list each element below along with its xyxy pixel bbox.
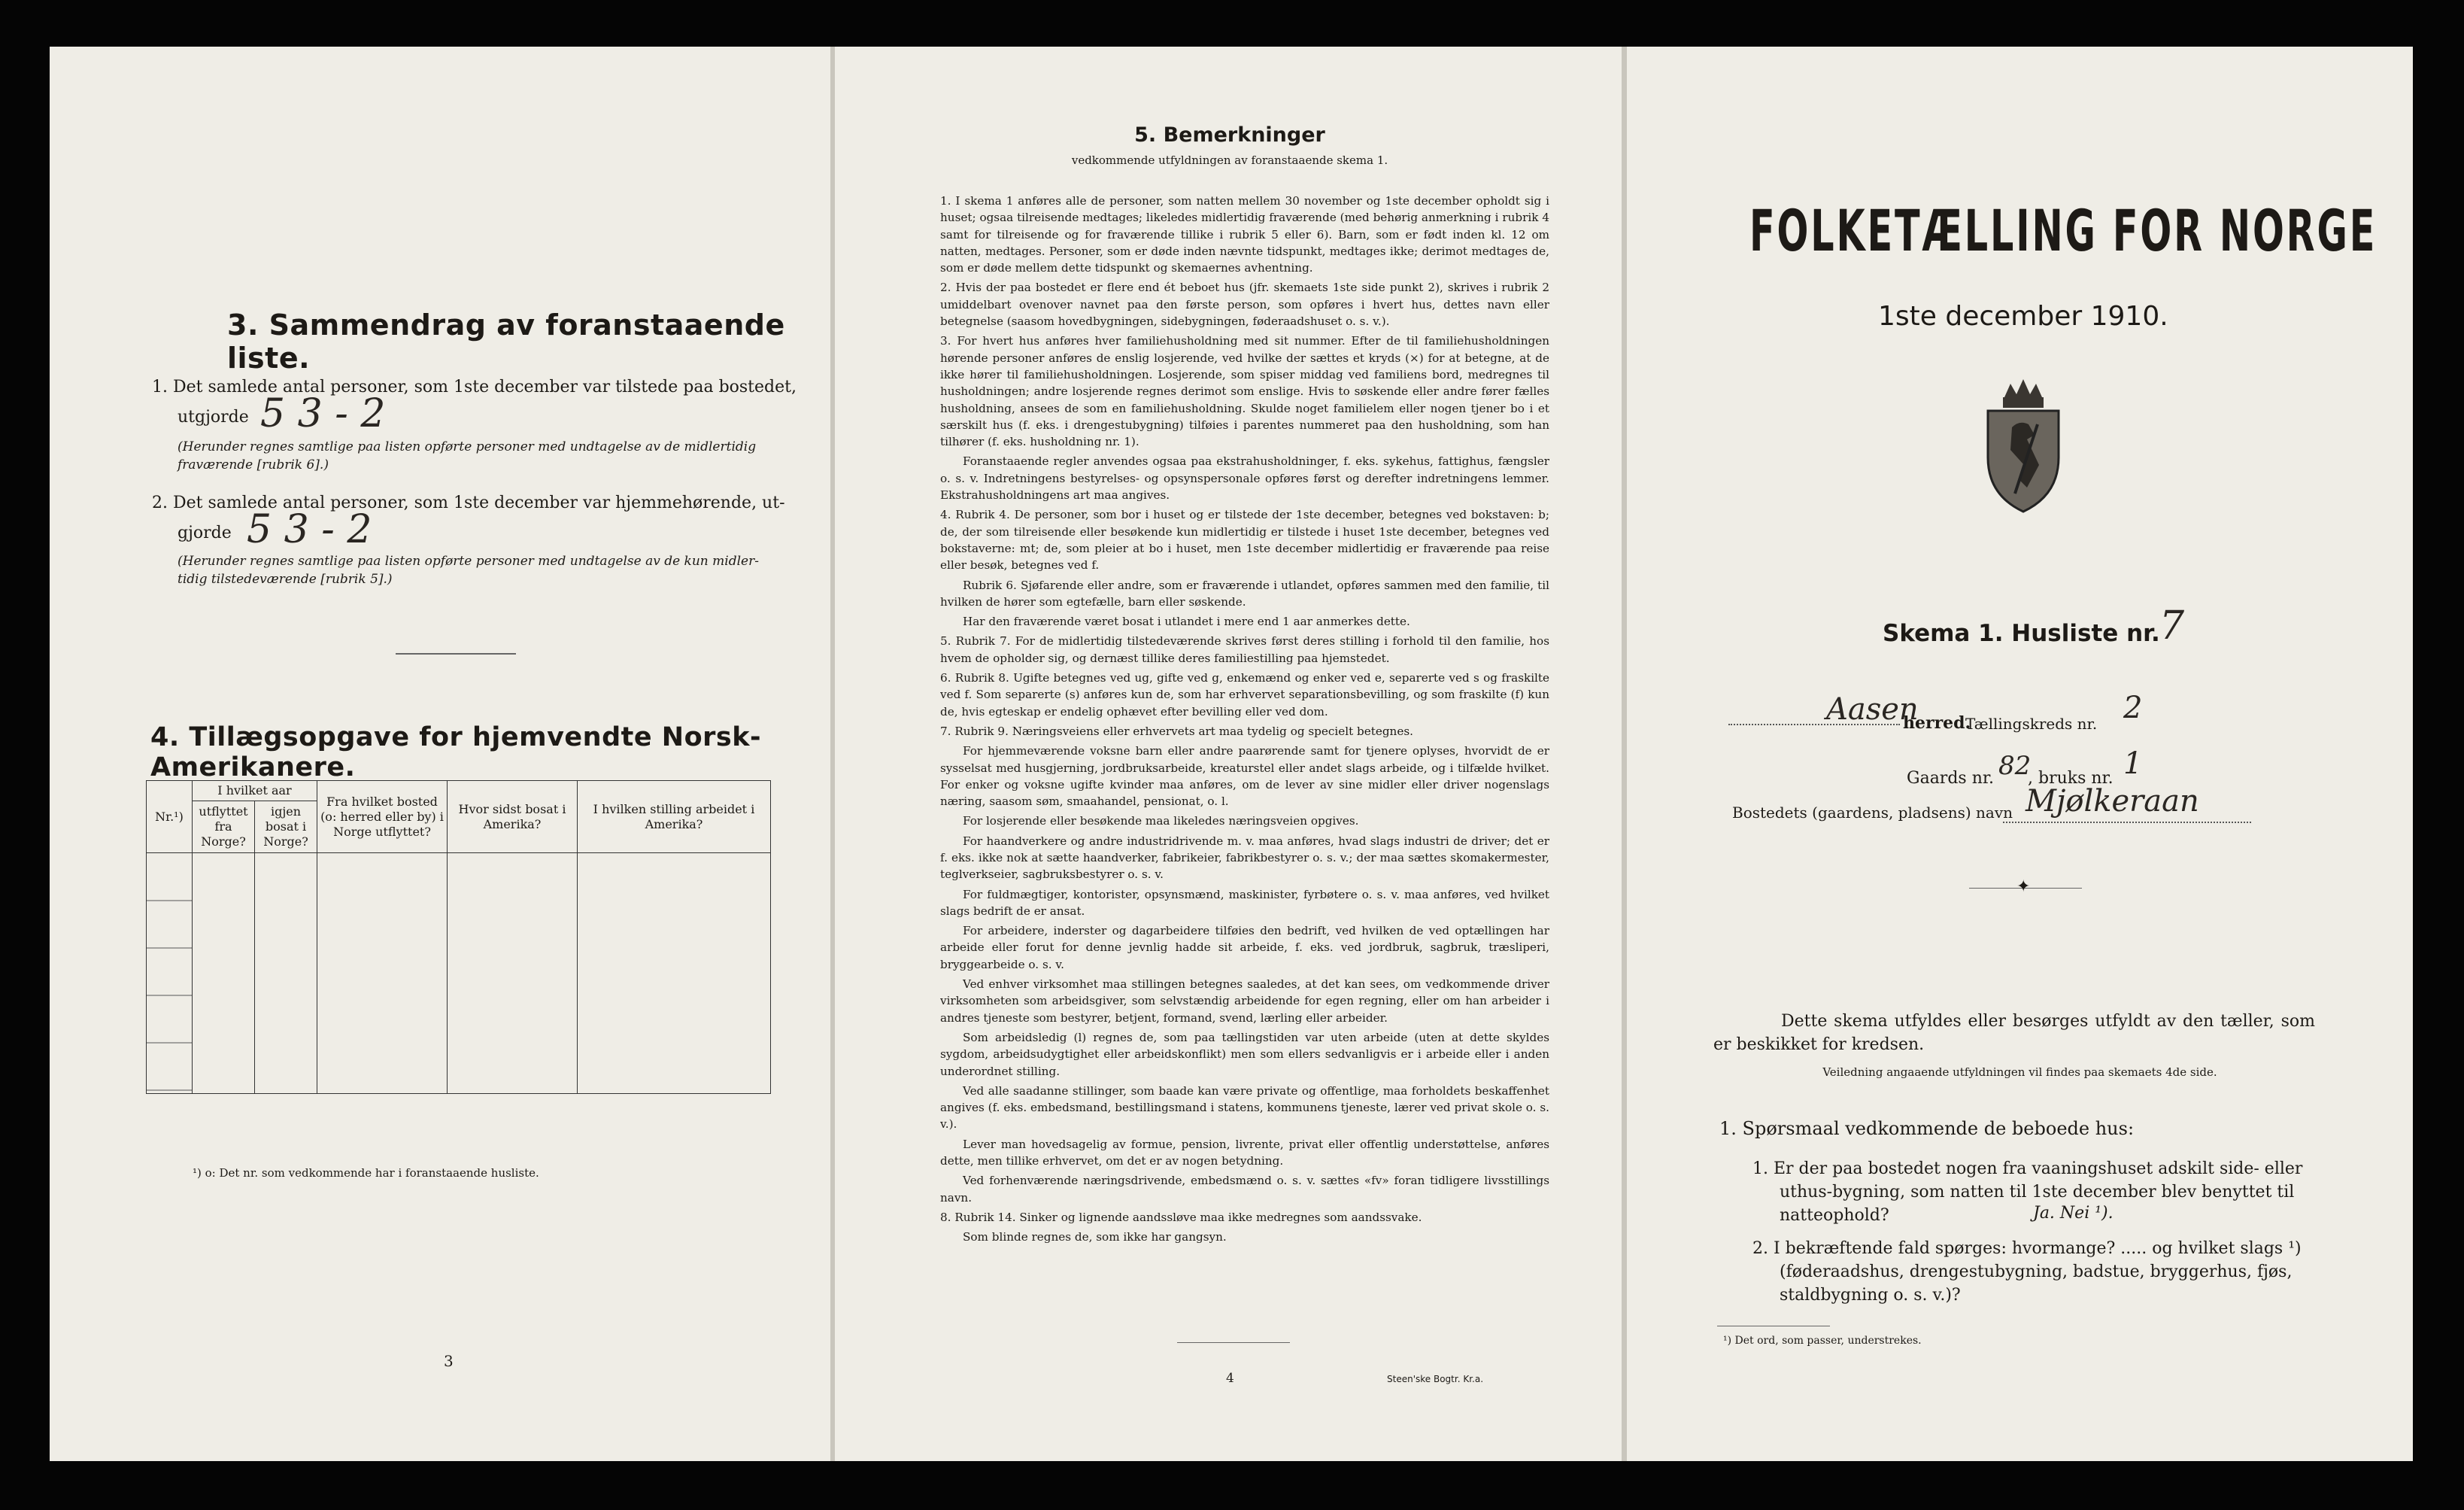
question-2: 2. I bekræftende fald spørges: hvormange? ..... og hvilket slags ¹) (føderaadshus, drengestubygning, badstue, bryggerhus, fjøs, staldbygning o. s. v.)?	[1752, 1239, 2302, 1305]
item-1-note-line-1: (Herunder regnes samtlige paa listen opførte personer med undtagelse av de midlertidig	[178, 439, 757, 454]
item-1-note-line-2: fraværende [rubrik 6].)	[178, 457, 329, 472]
bosted-value: Mjølkeraan	[2026, 784, 2199, 819]
remark-paragraph: Ved forhenværende næringsdrivende, embedsmænd o. s. v. sættes «fv» foran tidligere livsstillings navn.	[940, 1174, 1549, 1205]
col-nr: Nr.¹)	[147, 781, 193, 853]
coat-of-arms-emblem	[1974, 375, 2072, 518]
skema-label: Skema 1. Husliste nr.	[1883, 620, 2160, 647]
kreds-value: 2	[2123, 691, 2143, 725]
remark-paragraph: 7. Rubrik 9. Næringsveiens eller erhvervets art maa tydelig og specielt betegnes.	[940, 724, 1413, 738]
col-utflyttet: utflyttet fra Norge?	[193, 801, 255, 853]
bosted-label: Bostedets (gaardens, pladsens) navn	[1732, 804, 2013, 822]
col-hvor: Hvor sidst bosat i Amerika?	[448, 781, 578, 853]
remark-paragraph: 6. Rubrik 8. Ugifte betegnes ved ug, gifte ved g, enkemænd og enker ved e, separerte ved s og fraskilte ved f. Som separerte (s) anføres kun de, som har erhvervet separationsbevilling, og som fraskilte (f) kun de, hvis egteskap er endelig ophævet efter bevilling eller ved dom.	[940, 671, 1549, 719]
item-1-utgjorde-label: utgjorde	[178, 408, 249, 427]
remark-paragraph: Som blinde regnes de, som ikke har gangsyn.	[963, 1230, 1227, 1244]
bruks-label: , bruks nr.	[2028, 769, 2114, 788]
norsk-amerikanere-table	[146, 780, 771, 1094]
page-number: 3	[444, 1352, 454, 1370]
remark-paragraph: 3. For hvert hus anføres hver familiehusholdning med sit nummer. Efter de til familiehusholdningen hørende personer anføres de enslig losjerende, ved hvilke der sættes et kryds (×) for at betegne, at de ikke hører til familiehusholdningen. Losjerende, som spiser middag ved familiens bord, medregnes til husholdningen; andre losjerende regnes derimot som enslige. Hvis to søskende eller andre fører fælles husholdning, ansees de som en familiehusholdning. Skulde noget familielem eller nogen tjener bo i et særskilt hus (f. eks. i drengestubygning) tilføies i parentes nummeret paa den husholdning, som han tilhører (f. eks. husholdning nr. 1).	[940, 334, 1549, 449]
remark-paragraph: Rubrik 6. Sjøfarende eller andre, som er fraværende i utlandet, opføres sammen med den familie, til hvilken de hører som egtefælle, barn eller søskende.	[940, 578, 1549, 609]
page-middle	[835, 47, 1625, 1461]
page-number: 4	[1226, 1371, 1234, 1386]
bosted-line	[2003, 822, 2251, 823]
bruks-value: 1	[2123, 746, 2143, 781]
veiledning-note: Veiledning angaaende utfyldningen vil findes paa skemaets 4de side.	[1822, 1065, 2217, 1079]
col-igjen: igjen bosat i Norge?	[255, 801, 317, 853]
footnote: ¹) Det ord, som passer, understrekes.	[1723, 1335, 1922, 1347]
item-2-note	[178, 552, 824, 588]
intro-text: Dette skema utfyldes eller besørges utfyldt av den tæller, som er beskikket for kredsen.	[1713, 1012, 2315, 1054]
remark-paragraph: For haandverkere og andre industridrivende m. v. maa anføres, hvad slags industri de driver; det er f. eks. ikke nok at sætte haandverker, fabrikeier, fabrikbestyrer o. s. v.; der maa sættes skomakermester, teglverkseier, sagbruksbestyrer o. s. v.	[940, 834, 1549, 882]
remark-paragraph: 4. Rubrik 4. De personer, som bor i huset og er tilstede der 1ste december, betegnes ved bokstaven: b; de, der som tilreisende eller besøkende kun midlertidig er tilstede i huset 1ste december, betegnes ved bokstaverne: mt; de, som pleier at bo i huset, men 1ste december midlertidig er fraværende paa reise eller besøk, betegnes ved f.	[940, 508, 1549, 573]
census-title: FOLKETÆLLING FOR NORGE	[1749, 197, 2378, 264]
section-4-title: 4. Tillægsopgave for hjemvendte Norsk-Amerikanere.	[150, 722, 762, 782]
item-2-handwritten-value: 5 3 - 2	[247, 507, 372, 552]
remark-paragraph: For arbeidere, inderster og dagarbeidere tilføies den bedrift, ved hvilken de ved optællingen har arbeide eller forut for denne jevnlig hadde sit arbeide, f. eks. ved jordbruk, sagbruk, træsliperi, bryggearbeide o. s. v.	[940, 924, 1549, 971]
remark-paragraph: 5. Rubrik 7. For de midlertidig tilstedeværende skrives først deres stilling i forhold til den familie, hos hvem de opholder sig, og dernæst tillike deres familiestilling paa hjemstedet.	[940, 634, 1549, 665]
remark-paragraph: 8. Rubrik 14. Sinker og lignende aandssløve maa ikke medregnes som aandssvake.	[940, 1210, 1422, 1224]
remark-paragraph: 2. Hvis der paa bostedet er flere end ét beboet hus (jfr. skemaets 1ste side punkt 2), skrives i rubrik 2 umiddelbart ovenover navnet paa den første person, som opføres i hvert hus, dettes navn eller betegnelse (saasom hovedbygningen, sidebygningen, føderaadshuset o. s. v.).	[940, 281, 1549, 329]
section-3-title: 3. Sammendrag av foranstaaende liste.	[227, 308, 785, 375]
remark-paragraph: Ved enhver virksomhet maa stillingen betegnes saaledes, at det kan sees, om vedkommende driver virksomheten som arbeidsgiver, som selvstændig arbeidende for egen regning, eller om han arbeider i andres tjeneste som bestyrer, betjent, formand, svend, lærling eller arbeider.	[940, 977, 1549, 1025]
ornament-icon: ✦	[2016, 877, 2031, 896]
col-fra: Fra hvilket bosted (o: herred eller by) i Norge utflyttet?	[317, 781, 448, 853]
remarks-list	[940, 193, 1549, 1366]
remark-paragraph: Har den fraværende været bosat i utlandet i mere end 1 aar anmerkes dette.	[963, 615, 1410, 629]
remark-paragraph: 1. I skema 1 anføres alle de personer, som natten mellem 30 november og 1ste december opholdt sig i huset; ogsaa tilreisende medtages; likeledes midlertidig fraværende (med behørig anmerkning i rubrik 4 samt for tilreisende og for fraværende tillike i rubrik 5 eller 6). Barn, som er født inden kl. 12 om natten, medtages. Personer, som er døde inden nævnte tidspunkt, medtages ikke; derimot medtages de, som er døde mellem dette tidspunkt og skemaernes avhentning.	[940, 194, 1549, 275]
page-right	[1627, 47, 2413, 1461]
divider	[1177, 1342, 1290, 1343]
remark-paragraph: Lever man hovedsagelig av formue, pension, livrente, privat eller offentlig understøttelse, anføres dette, men tillike erhvervet, om det er av nogen betydning.	[940, 1137, 1549, 1168]
table-body	[147, 853, 771, 1094]
remark-paragraph: For fuldmægtiger, kontorister, opsynsmænd, maskinister, fyrbøtere o. s. v. maa anføres, ved hvilket slags bedrift de er ansat.	[940, 887, 1549, 918]
herred-label: herred.	[1903, 713, 1971, 733]
remark-paragraph: For losjerende eller besøkende maa likeledes næringsveien opgives.	[963, 814, 1359, 828]
husliste-number: 7	[2159, 603, 2185, 649]
kreds-label: Tællingskreds nr.	[1965, 715, 2098, 733]
page-left	[50, 47, 832, 1461]
col-stilling: I hvilken stilling arbeidet i Amerika?	[578, 781, 771, 853]
remark-paragraph: For hjemmeværende voksne barn eller andre paarørende samt for tjenere oplyses, hvorvidt de er sysselsat med husgjerning, jordbruksarbeide, kreaturstel eller andet slags arbeide, og i tilfælde hvilket. For enker og voksne ugifte kvinder maa anføres, om de lever av sine midler eller driver nogenslags næring, saasom søm, smaahandel, pensionat, o. l.	[940, 744, 1549, 809]
remark-paragraph: Foranstaaende regler anvendes ogsaa paa ekstrahusholdninger, f. eks. sykehus, fattighus, fængsler o. s. v. Indretningens bestyrelses- og opsynspersonale opføres først og derefter indretningens lemmer. Ekstrahusholdningens art maa angives.	[940, 454, 1549, 503]
remarks-title: 5. Bemerkninger	[1134, 123, 1325, 147]
item-2-note-line-1: (Herunder regnes samtlige paa listen opførte personer med undtagelse av de kun midler-	[178, 554, 759, 569]
item-1-handwritten-value: 5 3 - 2	[260, 391, 386, 436]
questions-heading: 1. Spørsmaal vedkommende de beboede hus:	[1719, 1118, 2135, 1139]
item-2-gjorde-label: gjorde	[178, 524, 232, 542]
summary-item-2: 2. Det samlede antal personer, som 1ste december var hjemmehørende, ut-	[152, 494, 785, 512]
item-1-note	[178, 438, 824, 474]
table-footnote: ¹) o: Det nr. som vedkommende har i foranstaaende husliste.	[193, 1166, 539, 1180]
question-1-answer-options: Ja. Nei ¹).	[2033, 1204, 2114, 1223]
divider	[396, 653, 516, 655]
gaards-label: Gaards nr.	[1907, 769, 1994, 788]
remarks-subtitle: vedkommende utfyldningen av foranstaaende skema 1.	[1071, 153, 1388, 167]
summary-item-1: 1. Det samlede antal personer, som 1ste december var tilstede paa bostedet,	[152, 378, 797, 396]
herred-value: Aasen	[1826, 692, 1919, 727]
printer-mark: Steen'ske Bogtr. Kr.a.	[1387, 1374, 1484, 1384]
remark-paragraph: Som arbeidsledig (l) regnes de, som paa tællingstiden var uten arbeide (uten at dette skyldes sygdom, arbeidsudygtighet eller arbeidskonflikt) men som ellers sedvanligvis er i arbeide eller i anden underordnet stilling.	[940, 1030, 1549, 1078]
gaards-value: 82	[1998, 751, 2032, 781]
item-2-note-line-2: tidig tilstedeværende [rubrik 5].)	[178, 572, 393, 587]
remark-paragraph: Ved alle saadanne stillinger, som baade kan være private og offentlige, maa forholdets beskaffenhet angives (f. eks. embedsmand, bestillingsmand i statens, kommunens tjeneste, lærer ved privat skole o. s. v.).	[940, 1083, 1549, 1132]
question-1: 1. Er der paa bostedet nogen fra vaaningshuset adskilt side- eller uthus-bygning, som natten til 1ste december blev benyttet til natteophold?	[1752, 1159, 2303, 1225]
col-group-year: I hvilket aar	[193, 781, 317, 801]
census-date: 1ste december 1910.	[1878, 301, 2168, 332]
